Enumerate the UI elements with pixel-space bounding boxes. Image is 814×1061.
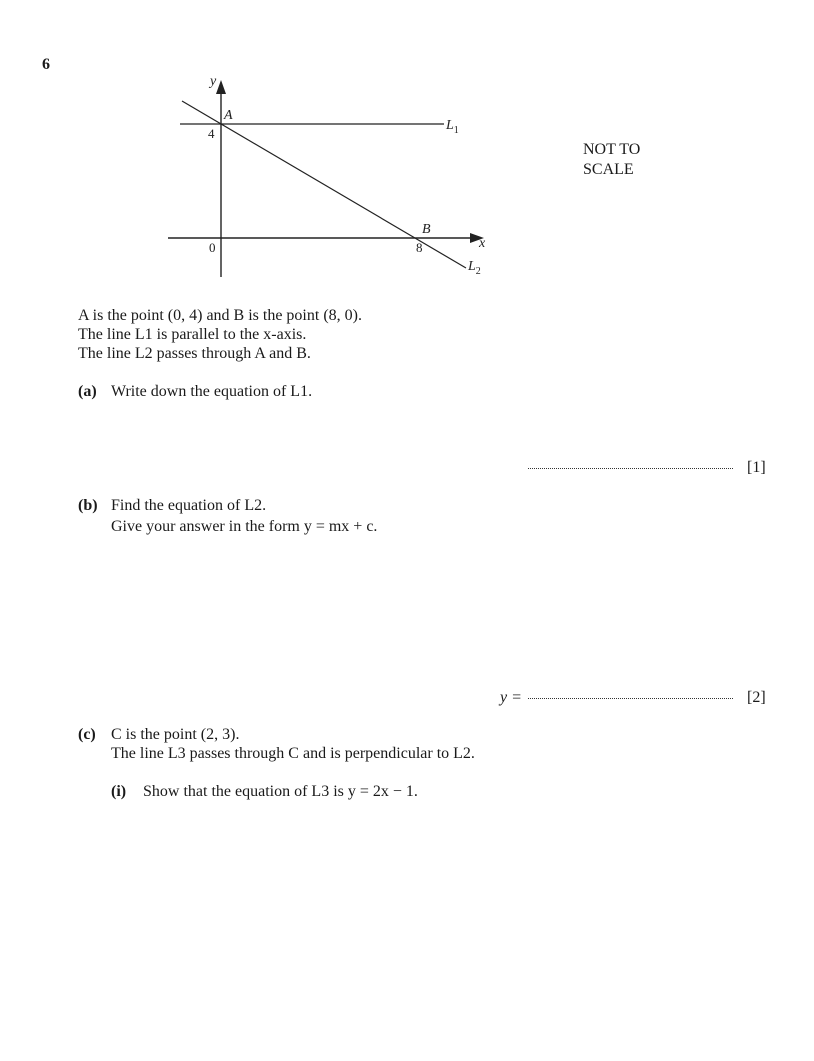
part-b-answer-prefix: y =: [500, 689, 522, 706]
question-number: 6: [42, 56, 50, 73]
part-b-text-1: Find the equation of L2.: [111, 497, 267, 514]
intro-line-2: The line L1 is parallel to the x-axis.: [78, 326, 307, 343]
part-b-marks: [2]: [747, 689, 766, 706]
part-a-marks: [1]: [747, 459, 766, 476]
point-a-label: A: [224, 108, 233, 123]
part-a-text: Write down the equation of L1.: [111, 383, 313, 400]
part-b-answer-line[interactable]: [528, 686, 733, 704]
part-a-label: (a): [78, 383, 97, 400]
part-c-text-2: The line L3 passes through C and is perpendicular to L2.: [111, 745, 475, 762]
part-c-text-1: C is the point (2, 3).: [111, 726, 240, 743]
part-c-i-label: (i): [111, 783, 127, 800]
l2-label: $L_2$: [468, 259, 481, 277]
y-tick-4: 4: [208, 126, 215, 141]
line-l2: [182, 101, 466, 268]
origin-label: 0: [209, 240, 216, 255]
coordinate-diagram: [160, 72, 510, 287]
part-a-answer-line[interactable]: [528, 456, 733, 474]
x-axis-label: x: [479, 236, 486, 251]
intro-line-1: A is the point (0, 4) and B is the point (8, 0).: [78, 307, 362, 324]
x-tick-8: 8: [416, 240, 423, 255]
point-b-label: B: [422, 222, 431, 237]
answer-dots-b[interactable]: [528, 686, 733, 699]
y-axis-arrow: [216, 80, 226, 94]
intro-line-3: The line L2 passes through A and B.: [78, 345, 311, 362]
part-c-i-text: Show that the equation of L3 is y = 2x − 1.: [143, 783, 418, 800]
part-c-label: (c): [78, 726, 96, 743]
not-to-scale-note: NOT TO SCALE: [583, 141, 641, 178]
answer-dots-a[interactable]: [528, 456, 733, 469]
part-b-label: (b): [78, 497, 98, 514]
part-b-text-2: Give your answer in the form y = mx + c.: [111, 518, 378, 535]
y-axis-label: y: [210, 74, 217, 89]
l1-label: $L_1$: [446, 118, 459, 136]
